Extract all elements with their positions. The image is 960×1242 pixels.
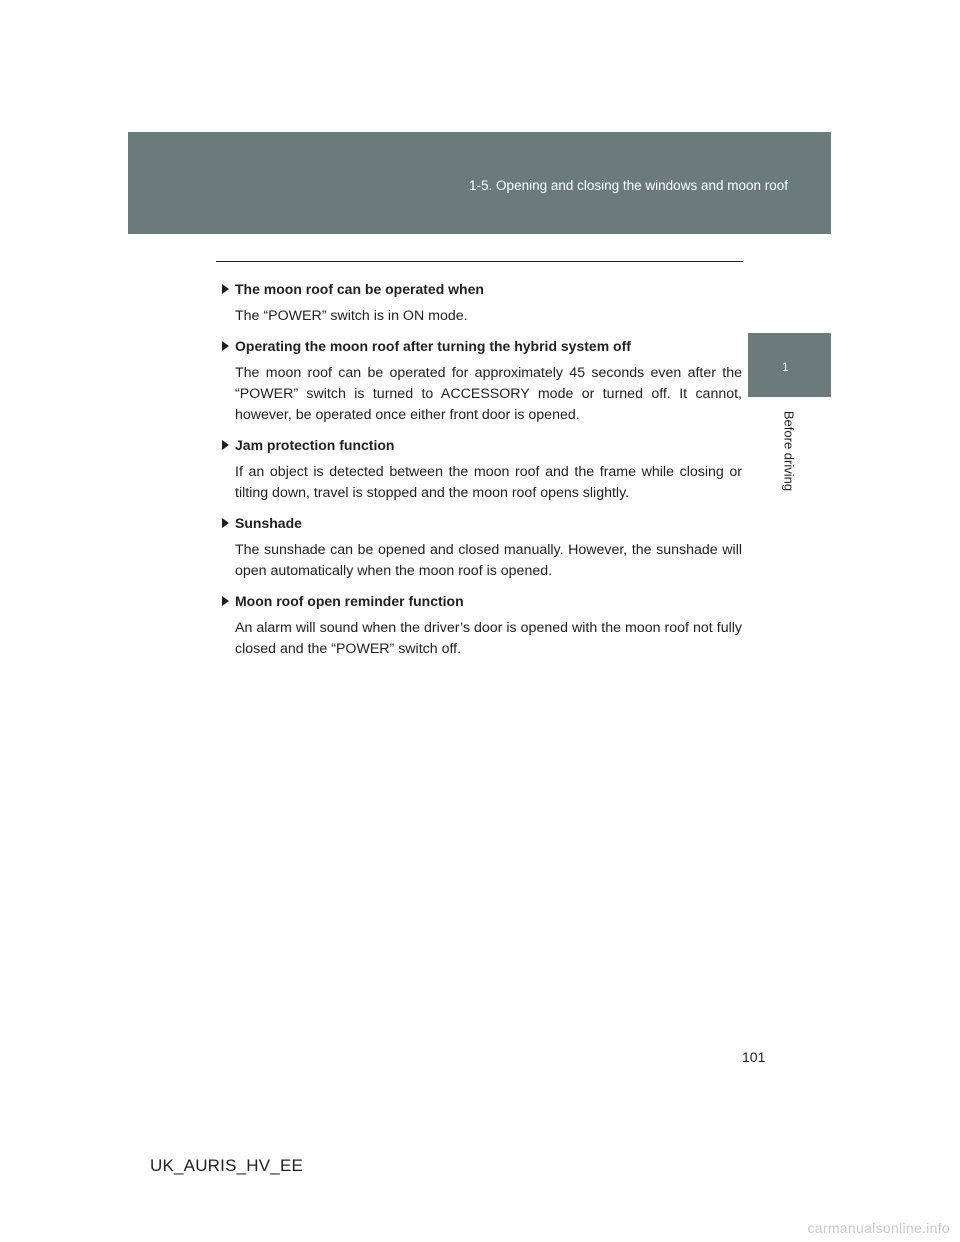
section-power-mode: [222, 281, 742, 327]
section-open-reminder: [222, 593, 742, 660]
section-heading-text: Sunshade: [235, 515, 302, 531]
main-content: [222, 281, 742, 671]
section-heading: [222, 593, 742, 610]
triangle-bullet-icon: [222, 518, 229, 528]
triangle-bullet-icon: [222, 440, 229, 450]
section-title: 1-5. Opening and closing the windows and moon roof: [469, 178, 788, 193]
section-heading: [222, 437, 742, 454]
section-heading-text: Jam protection function: [235, 437, 395, 453]
section-body: If an object is detected between the moon roof and the frame while closing or tilting down, travel is stopped and the moon roof opens slightly.: [235, 464, 742, 501]
page-number: 101: [742, 1049, 766, 1065]
top-divider: [216, 261, 743, 262]
section-heading-text: The moon roof can be operated when: [235, 281, 484, 297]
section-body: The “POWER” switch is in ON mode.: [235, 308, 468, 324]
section-heading: [222, 281, 742, 298]
chapter-tab: [748, 333, 831, 397]
section-heading: [222, 338, 742, 355]
section-heading-text: Operating the moon roof after turning the hybrid system off: [235, 338, 631, 354]
chapter-number: 1: [782, 360, 789, 374]
section-body: An alarm will sound when the driver’s door is opened with the moon roof not fully closed and the “POWER” switch off.: [235, 620, 742, 657]
section-body: The sunshade can be opened and closed manually. However, the sunshade will open automatically when the moon roof is opened.: [235, 542, 742, 579]
section-heading: [222, 515, 742, 532]
section-jam-protection: [222, 437, 742, 504]
chapter-label-tab: [748, 400, 831, 502]
section-body: The moon roof can be operated for approximately 45 seconds even after the “POWER” switch is turned to ACCESSORY mode or turned off. It cannot, however, be operated once either front door is opened.: [235, 365, 742, 423]
chapter-label: Before driving: [781, 410, 797, 492]
section-after-hybrid-off: [222, 338, 742, 426]
triangle-bullet-icon: [222, 341, 229, 351]
header-band: [128, 132, 831, 234]
section-sunshade: [222, 515, 742, 582]
document-code: UK_AURIS_HV_EE: [150, 1156, 304, 1175]
section-heading-text: Moon roof open reminder function: [235, 593, 464, 609]
triangle-bullet-icon: [222, 596, 229, 606]
triangle-bullet-icon: [222, 284, 229, 294]
watermark: carmanualsonline.info: [807, 1220, 950, 1236]
